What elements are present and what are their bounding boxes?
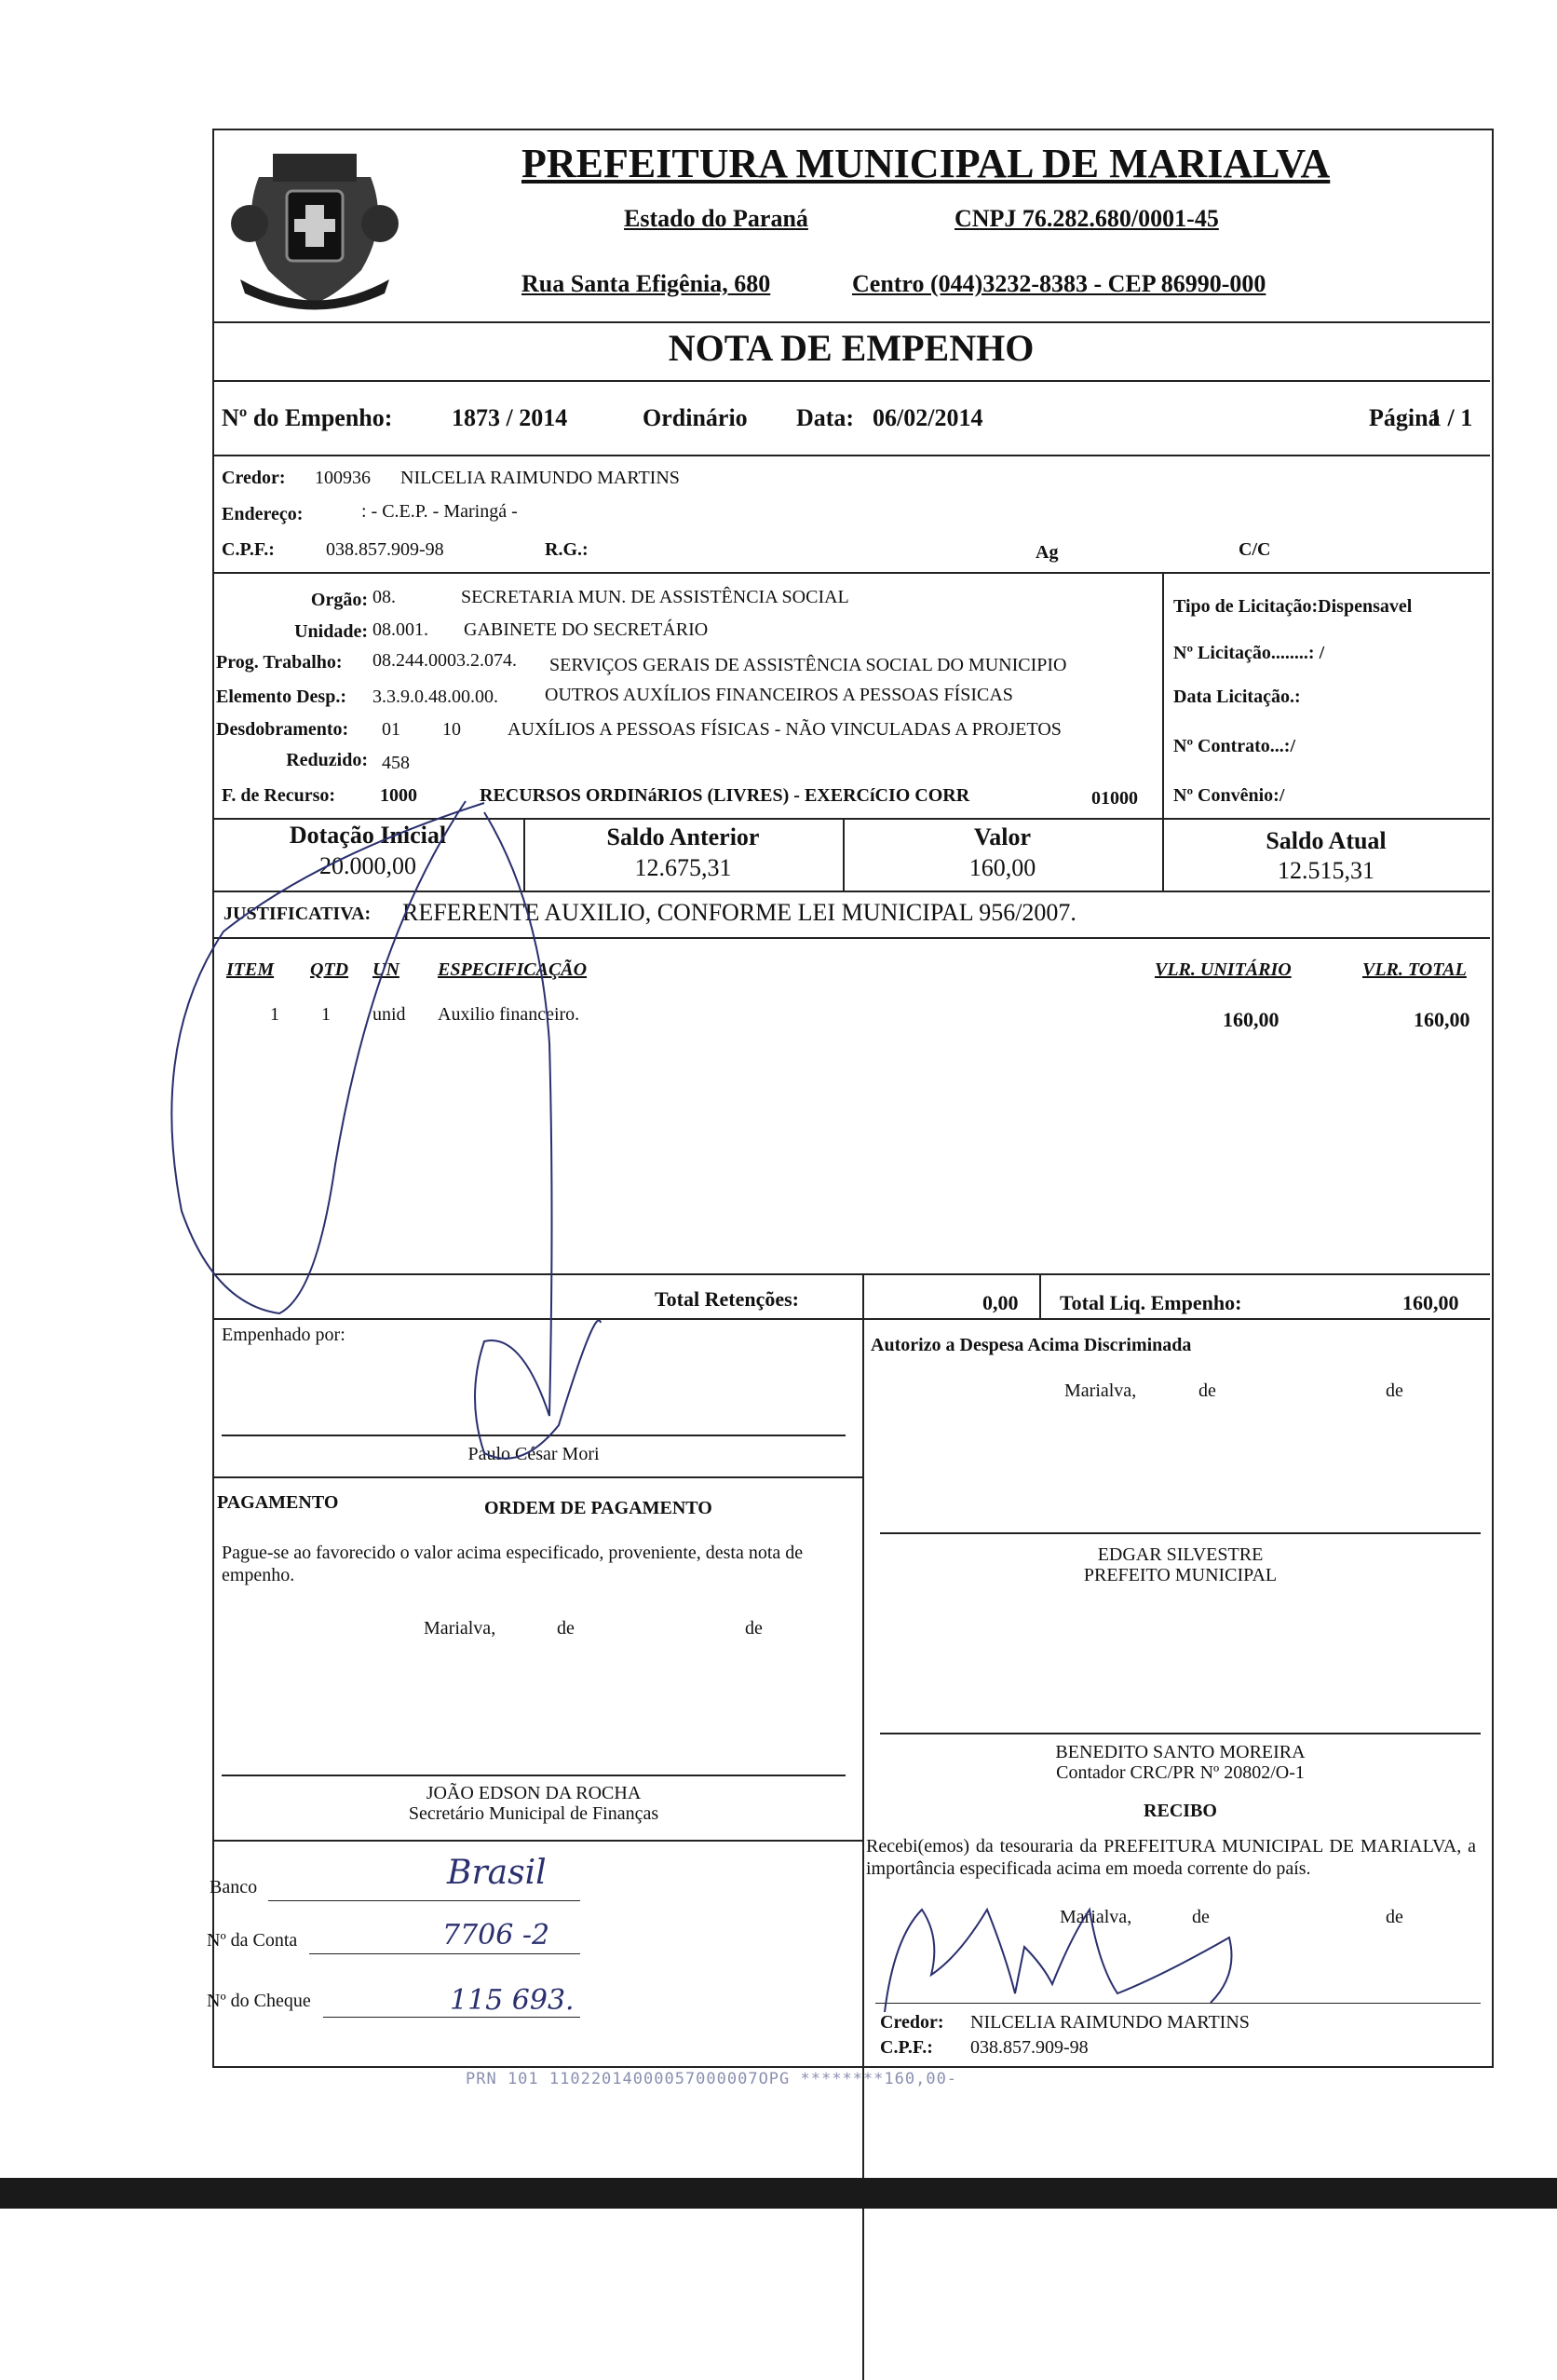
contador-name: BENEDITO SANTO MOREIRA [1055,1742,1306,1762]
reduzido-value: 458 [382,753,410,773]
empenhado-name: Paulo César Mori [467,1444,600,1464]
item-total-value: 160,00 [1414,1008,1470,1031]
prog-code: 08.244.0003.2.074. [372,650,517,671]
dotacao-label: Dotação Inicial [289,822,447,849]
col-spec: ESPECIFICAÇÃO [438,959,588,980]
page-title: PREFEITURA MUNICIPAL DE MARIALVA [521,141,1331,186]
numero-licitacao: Nº Licitação........: / [1173,643,1325,663]
prefeito-title: PREFEITO MUNICIPAL [1083,1565,1278,1585]
ag-label: Ag [1036,542,1059,563]
justificativa-text: REFERENTE AUXILIO, CONFORME LEI MUNICIPAL 956/2007. [402,899,1076,926]
recurso-number: 01000 [1091,788,1138,809]
elemento-code: 3.3.9.0.48.00.00. [372,687,498,707]
autorizo-de-1: de [1198,1380,1216,1401]
desdobramento-b: 10 [442,719,461,740]
conta-label: Nº da Conta [207,1930,298,1951]
recurso-label: F. de Recurso: [222,785,336,806]
col-total-value: VLR. TOTAL [1362,959,1467,980]
empenho-number: 1873 / 2014 [452,404,568,431]
saldo-atual-value: 12.515,31 [1278,857,1374,884]
empenho-date: 06/02/2014 [873,404,983,431]
recibo-credor-label: Credor: [880,2012,944,2033]
recurso-code: 1000 [380,785,417,806]
item-number: 1 [270,1004,279,1025]
orgao-code: 08. [372,587,396,607]
conta-value: 7706 -2 [442,1919,550,1952]
empenhado-label: Empenhado por: [222,1325,345,1345]
orgao-name: SECRETARIA MUN. DE ASSISTÊNCIA SOCIAL [461,587,849,607]
cpf-label: C.P.F.: [222,539,275,560]
elemento-label: Elemento Desp.: [216,687,346,707]
credor-address: : - C.E.P. - Maringá - [361,501,518,522]
cheque-value: 115 693. [450,1984,575,2017]
recibo-title: RECIBO [1144,1801,1217,1821]
autorizo-city: Marialva, [1064,1380,1137,1401]
recibo-signature [885,1910,1232,2012]
state-label: Estado do Paraná [624,205,808,232]
col-item: ITEM [226,959,275,980]
dotacao-value: 20.000,00 [319,852,416,879]
pagamento-city: Marialva, [424,1618,496,1639]
orgao-label: Orgão: [310,590,368,610]
autorizo-label: Autorizo a Despesa Acima Discriminada [871,1335,1192,1355]
prog-label: Prog. Trabalho: [216,652,343,673]
col-unit-value: VLR. UNITÁRIO [1155,959,1292,980]
item-qtd: 1 [321,1004,331,1025]
recibo-text: Recebi(emos) da tesouraria da PREFEITURA MUNICIPAL DE MARIALVA, a importância especificada acima em moeda corrente do país. [866,1836,1476,1879]
justificativa-label: JUSTIFICATIVA: [223,904,372,924]
empenho-number-label: Nº do Empenho: [222,404,393,431]
autorizo-de-2: de [1386,1380,1403,1401]
credor-label: Credor: [222,468,286,488]
col-qtd: QTD [310,959,349,980]
recibo-credor-name: NILCELIA RAIMUNDO MARTINS [970,2012,1250,2033]
address-field-label: Endereço: [222,504,304,524]
contador-title: Contador CRC/PR Nº 20802/O-1 [1056,1762,1305,1783]
recibo-cpf: 038.857.909-98 [970,2037,1089,2058]
prog-name: SERVIÇOS GERAIS DE ASSISTÊNCIA SOCIAL DO MUNICIPIO [549,655,1067,675]
credor-name: NILCELIA RAIMUNDO MARTINS [400,468,680,488]
tipo-licitacao: Tipo de Licitação:Dispensavel [1173,596,1413,617]
data-licitacao: Data Licitação.: [1173,687,1301,707]
rg-label: R.G.: [545,539,589,560]
numero-convenio: Nº Convênio:/ [1173,785,1285,806]
ink-circle-mark [171,801,484,1313]
unidade-code: 08.001. [372,619,428,640]
desdobramento-a: 01 [382,719,400,740]
valor-value: 160,00 [968,854,1036,881]
recibo-city: Marialva, [1060,1907,1132,1927]
address-label: Rua Santa Efigênia, 680 [521,270,771,297]
cnpj-label: CNPJ 76.282.680/0001-45 [955,205,1219,232]
contact-label: Centro (044)3232-8383 - CEP 86990-000 [852,270,1266,297]
reduzido-label: Reduzido: [286,750,368,770]
page-label: Página [1369,404,1441,431]
recibo-de-2: de [1386,1907,1403,1927]
empenho-type: Ordinário [643,404,748,431]
pagamento-text: Pague-se ao favorecido o valor acima especificado, proveniente, desta nota de empenho. [222,1543,804,1585]
recurso-name: RECURSOS ORDINáRIOS (LIVRES) - EXERCíCIO CORR [480,785,970,806]
date-label: Data: [796,404,855,431]
numero-contrato: Nº Contrato...:/ [1173,736,1296,756]
unidade-name: GABINETE DO SECRETÁRIO [464,619,709,640]
liquido-label: Total Liq. Empenho: [1060,1291,1242,1314]
saldo-anterior-label: Saldo Anterior [606,823,760,850]
retencoes-value: 0,00 [982,1291,1019,1314]
saldo-atual-label: Saldo Atual [1266,827,1387,854]
col-un: UN [372,959,399,980]
financas-name: JOÃO EDSON DA ROCHA [426,1783,642,1803]
item-unit-value: 160,00 [1223,1008,1279,1031]
credor-cpf: 038.857.909-98 [326,539,444,560]
financas-title: Secretário Municipal de Finanças [408,1803,659,1824]
desdobramento-name: AUXÍLIOS A PESSOAS FÍSICAS - NÃO VINCULADAS A PROJETOS [508,719,1062,740]
banco-value: Brasil [447,1854,547,1892]
ink-check-mark [475,812,601,1459]
pagamento-de-2: de [745,1618,763,1639]
liquido-value: 160,00 [1402,1291,1459,1314]
saldo-anterior-value: 12.675,31 [634,854,732,881]
cc-label: C/C [1239,539,1271,560]
pagamento-label: PAGAMENTO [217,1492,339,1513]
prefeito-name: EDGAR SILVESTRE [1097,1544,1264,1565]
item-un: unid [372,1004,406,1025]
scan-edge-bar [0,2178,1557,2209]
banco-label: Banco [210,1877,258,1897]
credor-code: 100936 [315,468,371,488]
ordem-pagamento-label: ORDEM DE PAGAMENTO [484,1498,712,1518]
recibo-cpf-label: C.P.F.: [880,2037,933,2058]
pagamento-de-1: de [557,1618,575,1639]
footer-print-code: PRN 101 11022014000057000007OPG ********160,00- [466,2070,958,2088]
document-title: NOTA DE EMPENHO [668,327,1035,369]
recibo-de-1: de [1192,1907,1210,1927]
elemento-name: OUTROS AUXÍLIOS FINANCEIROS A PESSOAS FÍSICAS [545,685,1013,705]
desdobramento-label: Desdobramento: [216,719,349,740]
retencoes-label: Total Retenções: [655,1287,799,1311]
cheque-label: Nº do Cheque [207,1991,311,2011]
item-spec: Auxilio financeiro. [438,1004,580,1025]
valor-label: Valor [973,823,1032,850]
page-number: 1 / 1 [1429,404,1473,431]
unidade-label: Unidade: [294,621,368,642]
